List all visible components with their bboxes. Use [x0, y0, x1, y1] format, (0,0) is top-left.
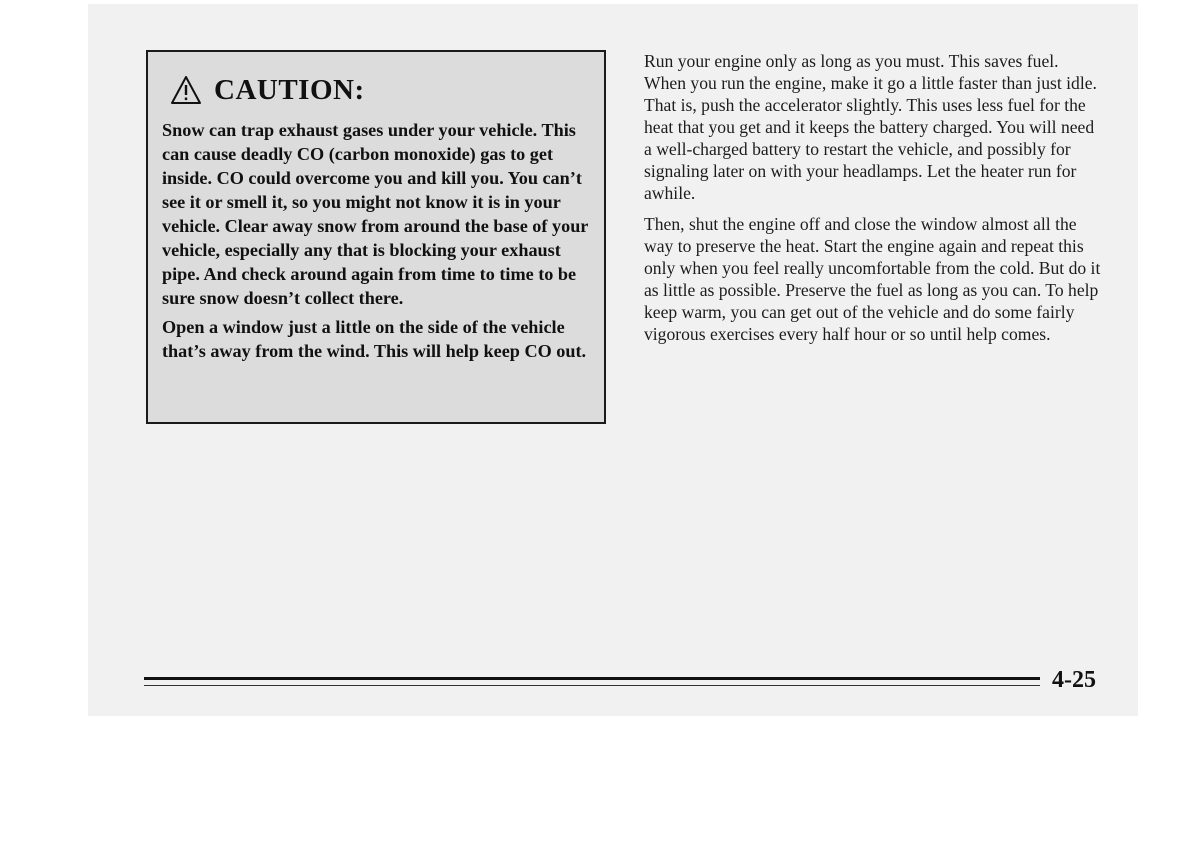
caution-paragraph: Snow can trap exhaust gases under your vehicle. This can cause deadly CO (carbon monoxide) gas to get inside. CO could overcome you and kill you. You can’t see it or smell it, so you might not know it is in your vehicle. Clear away snow from around the base of your vehicle, especially any that is blocking your exhaust pipe. And check around again from time to time to be sure snow doesn’t collect there. — [162, 120, 589, 308]
caution-header — [170, 72, 365, 108]
caution-box — [146, 50, 606, 424]
footer-rule — [144, 677, 1040, 680]
caution-body — [162, 118, 602, 368]
footer-rule-thin — [144, 685, 1040, 686]
caution-title: CAUTION: — [214, 73, 365, 106]
caution-paragraph: Open a window just a little on the side of the vehicle that’s away from the wind. This will help keep CO out. — [162, 317, 587, 361]
page-number: 4-25 — [1052, 667, 1096, 693]
body-paragraph: Then, shut the engine off and close the window almost all the way to preserve the heat. Start the engine again and repeat this only when you feel really uncomfortable from the cold. But do it as little as possible. Preserve the fuel as long as you can. To help keep warm, you can get out of the vehicle and do some fairly vigorous exercises every half hour or so until help comes. — [644, 214, 1101, 344]
body-paragraph: Run your engine only as long as you must. This saves fuel. When you run the engine, make it go a little faster than just idle. That is, push the accelerator slightly. This uses less fuel for the heat that you get and it keeps the battery charged. You will need a well-charged battery to restart the vehicle, and possibly for signaling later on with your headlamps. Let the heater run for awhile. — [644, 51, 1097, 203]
warning-triangle-icon — [170, 75, 202, 105]
body-text-column — [644, 50, 1104, 354]
